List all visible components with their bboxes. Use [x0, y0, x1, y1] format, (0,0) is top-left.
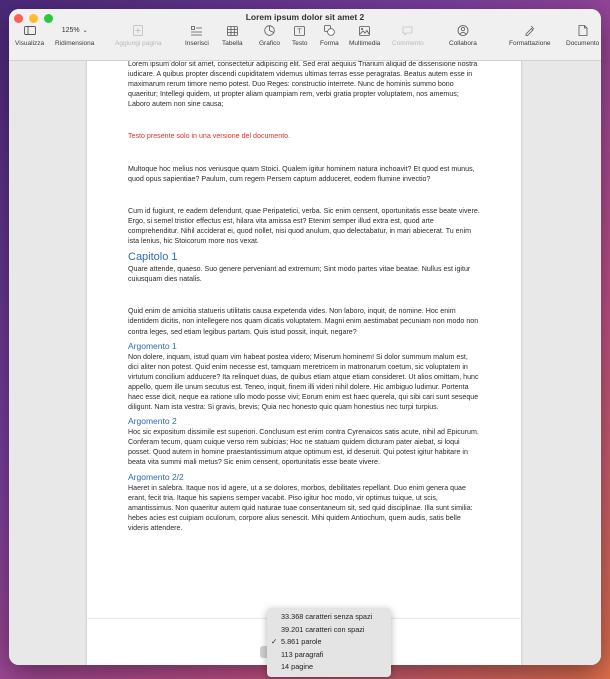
chart-label: Grafico — [259, 40, 280, 47]
collaborate-icon — [457, 24, 469, 37]
format-button[interactable] — [509, 24, 551, 47]
option-label: 113 paragrafi — [281, 649, 324, 659]
shape-button[interactable] — [320, 24, 339, 47]
collaborate-label: Collabora — [449, 40, 477, 47]
option-label: 39.201 caratteri con spazi — [281, 624, 365, 634]
document-button[interactable] — [566, 24, 599, 47]
chart-icon — [264, 24, 275, 37]
text-button[interactable] — [292, 24, 308, 47]
wordcount-option-words[interactable] — [267, 636, 391, 649]
document-page[interactable] — [87, 61, 521, 619]
format-label: Formattazione — [509, 40, 551, 47]
revision-note[interactable]: Testo presente solo in una versione del documento. — [128, 132, 291, 141]
option-label: 5.861 parole — [281, 637, 322, 647]
shape-label: Forma — [320, 40, 339, 47]
section-heading[interactable]: Argomento 2/2 — [128, 471, 184, 482]
document-icon — [578, 24, 588, 37]
paragraph[interactable]: Quid enim de amicitia statueris utilitatis causa expetenda vides. Non laboro, inquit, de nomine. Hoc enim identidem dicitis, non intellegere nos quam dicatis voluptatem. Magni enim aestimabat pecuniam non modo non contra leges, sed etiam legibus partam. Quis istud possit, inquit, negare? — [128, 307, 479, 336]
insert-label: Inserisci — [185, 40, 209, 47]
text-icon — [294, 24, 305, 37]
comment-icon — [402, 24, 413, 37]
sidebar-icon — [24, 24, 36, 37]
zoom-chevron-icon: ⌄ — [82, 28, 88, 34]
wordcount-option-pages[interactable] — [267, 661, 391, 674]
view-label: Visualizza — [15, 40, 45, 47]
comment-button[interactable] — [392, 24, 424, 47]
table-label: Tabella — [222, 40, 243, 47]
option-label: 14 pagine — [281, 662, 314, 672]
zoom-label: Ridimensiona — [55, 40, 95, 47]
view-button[interactable] — [15, 24, 44, 47]
section-heading[interactable]: Argomento 2 — [128, 416, 177, 427]
title-bar — [9, 9, 601, 61]
chapter-heading[interactable]: Capitolo 1 — [128, 251, 178, 264]
collaborate-button[interactable] — [449, 24, 477, 47]
section-heading[interactable]: Argomento 1 — [128, 340, 177, 351]
shape-icon — [324, 24, 335, 37]
document-label: Documento — [566, 40, 600, 47]
zoom-value: 125% — [61, 27, 80, 34]
window-title: Lorem ipsum dolor sit amet 2 — [245, 12, 365, 22]
paragraph[interactable]: Quare attende, quaeso. Suo genere perveniant ad extremum; Sint modo partes vitae beatae. Nullus est igitur cuiusquam dies natalis. — [128, 265, 471, 284]
media-label: Multimedia — [349, 40, 381, 47]
format-icon — [524, 24, 535, 37]
zoom-control[interactable] — [55, 24, 94, 47]
checkmark-icon: ✓ — [271, 637, 278, 647]
paragraph[interactable]: Hoc sic expositum dissimile est superiori. Conclusum est enim contra Cyrenaicos satis acute, nihil ad Epicurum. Conferam tecum, quam cuique verso rem subicias; Hoc ne statuam quidem dicturam pater aiebat, si loqui posset. Quod autem in homine praestantissimum atque optimum est, id deseruit. Qui potest igitur habitare in beata vita summi mali metus? Sic enim censent, oportunitatis esse beate vivere. — [128, 428, 479, 467]
zoom-select[interactable] — [57, 25, 93, 37]
wordcount-option-paragraphs[interactable] — [267, 649, 391, 662]
add-page-button[interactable] — [115, 24, 162, 47]
wordcount-option-chars-no-spaces[interactable] — [267, 611, 391, 624]
table-icon — [227, 24, 238, 37]
paragraph[interactable]: Non dolere, inquam, istud quam vim habeat postea videro; Miserum hominem! Si dolor summum malum est, dici aliter non potest. Quid enim necesse est, tamquam meretricem in matronarum coetum, sic voluptatem in virtutum concilium adducere? Ita relinquet duas, de quibus etiam atque etiam consideret. Ut alios omittam, hunc appello, quem ille unum secutus est. Teneo, inquit, finem illi videri nihil dolere. Hic ambiguo ludimur. Portenta haec esse dicit, neque ea ratione ullo modo posse vivi; Eorum enim est haec querela, qui sibi cari sunt seseque diligunt. Nam ista vestra: Si gravis, brevis; Quia nec honesto quic quam honestius nec turpi turpius. — [128, 352, 479, 412]
paragraph[interactable]: Cum id fugiunt, re eadem defendunt, quae Peripatetici, verba. Sic enim censent, oportunitatis esse beate vivere. Ergo, si semel tristior effectus est, hilara vita amissa est? Etenim semper illud extra est, quod arte comprehenditur. Nihil acciderat ei, quod nollet, nisi quod anulum, quo delectabatur, in mari abiecerat. Tu enim ista lenius, hic Stoicorum more nos vexat. — [128, 206, 480, 246]
add-page-icon — [133, 24, 143, 37]
pages-window — [9, 9, 601, 665]
word-count-menu — [267, 608, 391, 677]
svg-text:T: T — [297, 28, 302, 35]
media-icon — [359, 24, 370, 37]
text-label: Testo — [292, 40, 308, 47]
paragraph[interactable]: Haeret in salebra. Itaque nos id agere, ut a se dolores, morbos, debilitates repellant. Duo enim genera quae erant, fecit tria. Itaque his sapiens semper vacabit. Piso igitur hoc modo, vir optimus tuique, ut scis, amantissimus. Non quaeritur autem quid naturae tuae consentaneum sit, sed quid disciplinae. Illa sunt similia: hebes acies est cuipiam oculorum, corpore alius senescit. Mihi quidem Antiochum, quem audis, satis belle videris attendere. — [128, 483, 473, 532]
comment-label: Commento — [392, 40, 424, 47]
paragraph[interactable]: Lorem ipsum dolor sit amet, consectetur adipiscing elit. Sed erat aequius Triarium aliquid de dissensione nostra iudicare. A quibus propter discendi cupiditatem videmus ultimas terras esse peragratas. Beatus autem esse in maximarum rerum timore nemo potest. Duo Reges: constructio interrete. Nunc de hominis summo bono quaeritur; Intellegi quidem, ut propter aliam quampiam rem, verbi gratia propter voluptatem, nos amemus; Laboro autem non sine causa; — [128, 61, 478, 109]
option-label: 33.368 caratteri senza spazi — [281, 612, 373, 621]
chart-button[interactable] — [259, 24, 280, 47]
insert-icon — [191, 24, 202, 37]
document-canvas[interactable] — [9, 61, 601, 665]
wordcount-option-chars-with-spaces[interactable] — [267, 624, 391, 637]
table-button[interactable] — [222, 24, 243, 47]
paragraph[interactable]: Multoque hoc melius nos veriusque quam Stoici. Qualem igitur hominem natura inchoavit? Et quod est munus, quod opus sapientiae? Paulum, cum regem Persem captum adduceret, eodem flumine invectio? — [128, 164, 475, 183]
media-button[interactable] — [349, 24, 380, 47]
add-page-label: Aggiungi pagina — [115, 40, 162, 47]
insert-button[interactable] — [185, 24, 209, 47]
